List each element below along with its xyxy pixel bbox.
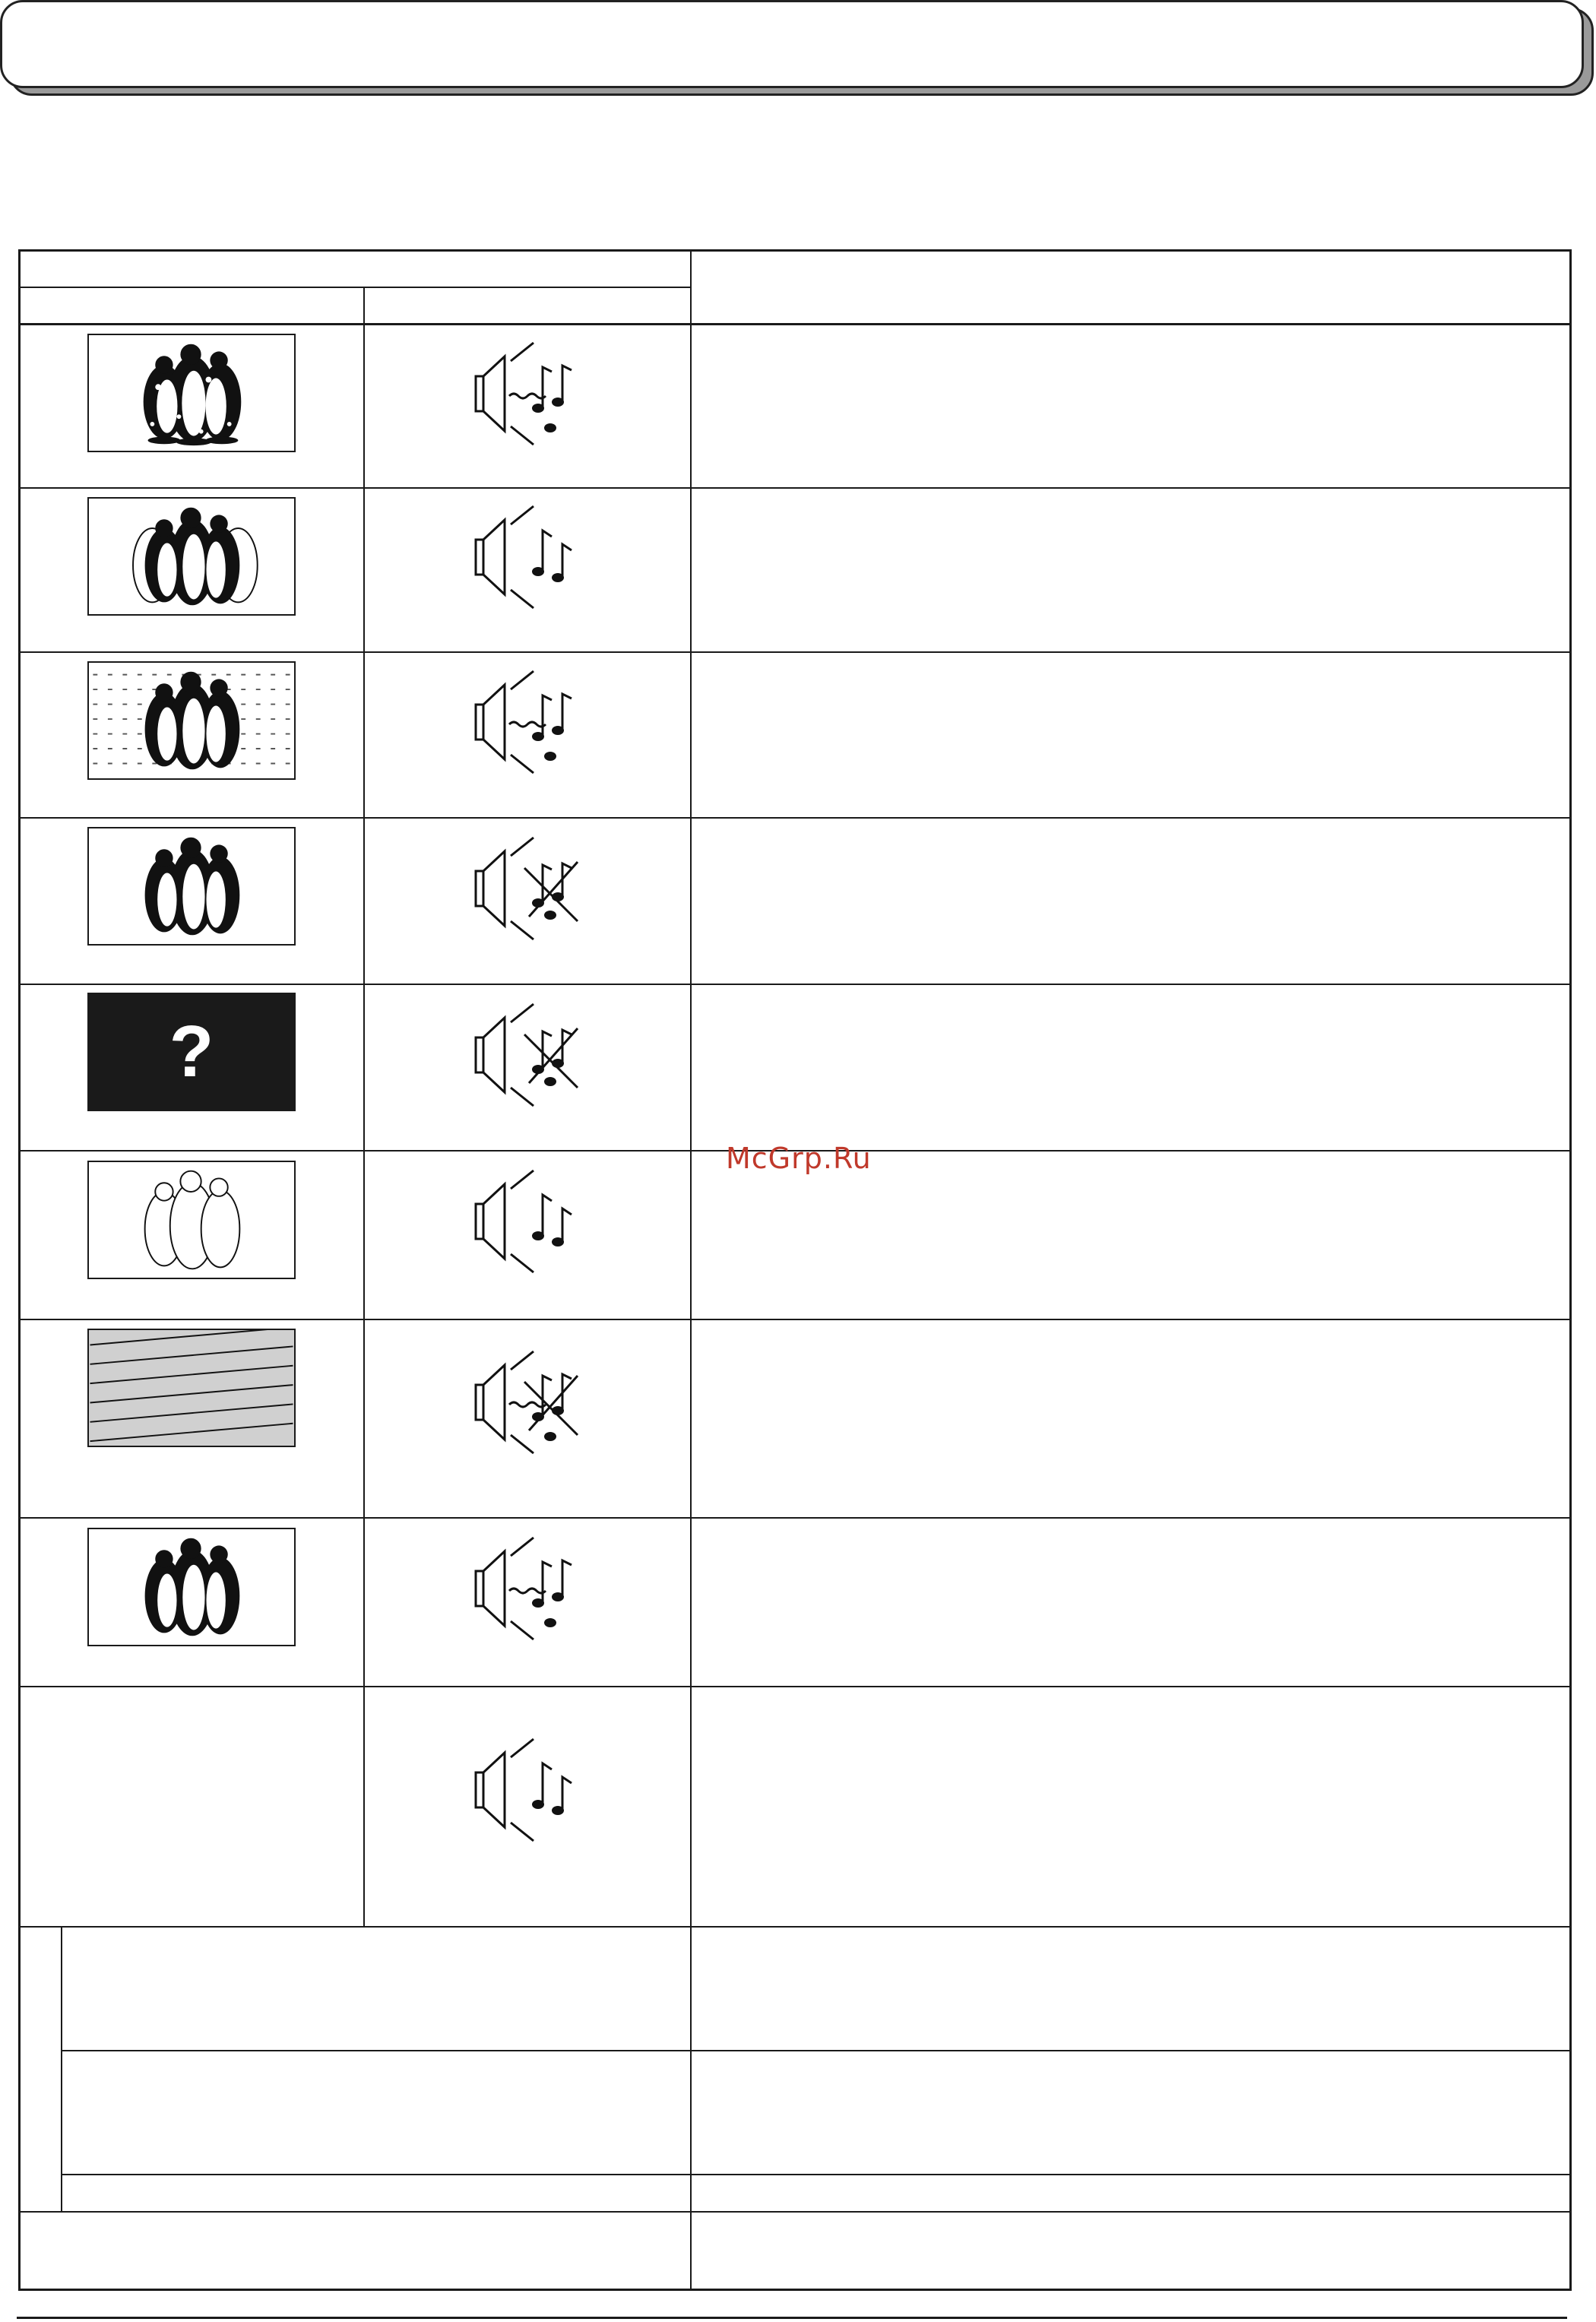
speaker-notes-icon bbox=[471, 1733, 585, 1847]
sound-symptom-none bbox=[471, 998, 585, 1112]
header-divider bbox=[18, 287, 692, 288]
speaker-notes-noisy-icon bbox=[471, 337, 585, 451]
row-divider bbox=[18, 817, 1572, 819]
column-divider-picture-sound bbox=[363, 287, 365, 1926]
speaker-notes-crossed-icon bbox=[471, 998, 585, 1112]
column-divider-main bbox=[690, 249, 692, 2291]
picture-symptom-snow bbox=[87, 334, 296, 452]
row-divider bbox=[61, 2050, 1572, 2051]
row-divider bbox=[18, 1517, 1572, 1519]
picture-symptom-interference bbox=[87, 661, 296, 780]
question-mark: ? bbox=[169, 1011, 214, 1092]
sound-symptom-normal bbox=[471, 1733, 585, 1847]
row-divider bbox=[18, 487, 1572, 489]
picture-symptom-rolling bbox=[87, 1329, 296, 1447]
speaker-notes-noisy-crossed-icon bbox=[471, 1345, 585, 1459]
speaker-notes-icon bbox=[471, 500, 585, 614]
speaker-notes-noisy-icon bbox=[471, 1532, 585, 1646]
speaker-notes-noisy-icon bbox=[471, 665, 585, 779]
penguins-normal-image bbox=[89, 1529, 294, 1645]
sound-symptom-noisy-none bbox=[471, 1345, 585, 1459]
sound-symptom-noisy bbox=[471, 665, 585, 779]
speaker-notes-icon bbox=[471, 1164, 585, 1278]
sound-symptom-noisy bbox=[471, 1532, 585, 1646]
sound-symptom-none bbox=[471, 832, 585, 946]
penguins-interference-image bbox=[89, 663, 294, 778]
sound-symptom-normal bbox=[471, 1164, 585, 1278]
picture-symptom-normal bbox=[87, 1528, 296, 1646]
watermark: McGrp.Ru bbox=[726, 1142, 872, 1175]
sound-symptom-normal bbox=[471, 500, 585, 614]
picture-symptom-no-picture bbox=[87, 993, 296, 1111]
picture-symptom-normal bbox=[87, 827, 296, 946]
row-divider bbox=[61, 2174, 1572, 2175]
row-divider bbox=[18, 984, 1572, 985]
row-divider bbox=[18, 651, 1572, 653]
diagonal-stripes-image bbox=[89, 1330, 294, 1446]
row-divider bbox=[18, 1319, 1572, 1320]
row-divider bbox=[18, 1686, 1572, 1687]
sound-symptom-noisy bbox=[471, 337, 585, 451]
page-bottom-rule bbox=[17, 2317, 1567, 2319]
header-bottom-rule bbox=[18, 323, 1572, 325]
picture-symptom-ghost bbox=[87, 497, 296, 616]
column-divider-subgroup bbox=[61, 1926, 62, 2212]
row-divider bbox=[18, 1926, 1572, 1928]
row-divider bbox=[18, 2211, 1572, 2213]
picture-symptom-weak bbox=[87, 1161, 296, 1279]
penguins-pale-image bbox=[89, 1162, 294, 1278]
penguins-snow-image bbox=[89, 335, 294, 451]
speaker-notes-crossed-icon bbox=[471, 832, 585, 946]
penguins-normal-image bbox=[89, 828, 294, 944]
penguins-ghost-image bbox=[89, 499, 294, 614]
